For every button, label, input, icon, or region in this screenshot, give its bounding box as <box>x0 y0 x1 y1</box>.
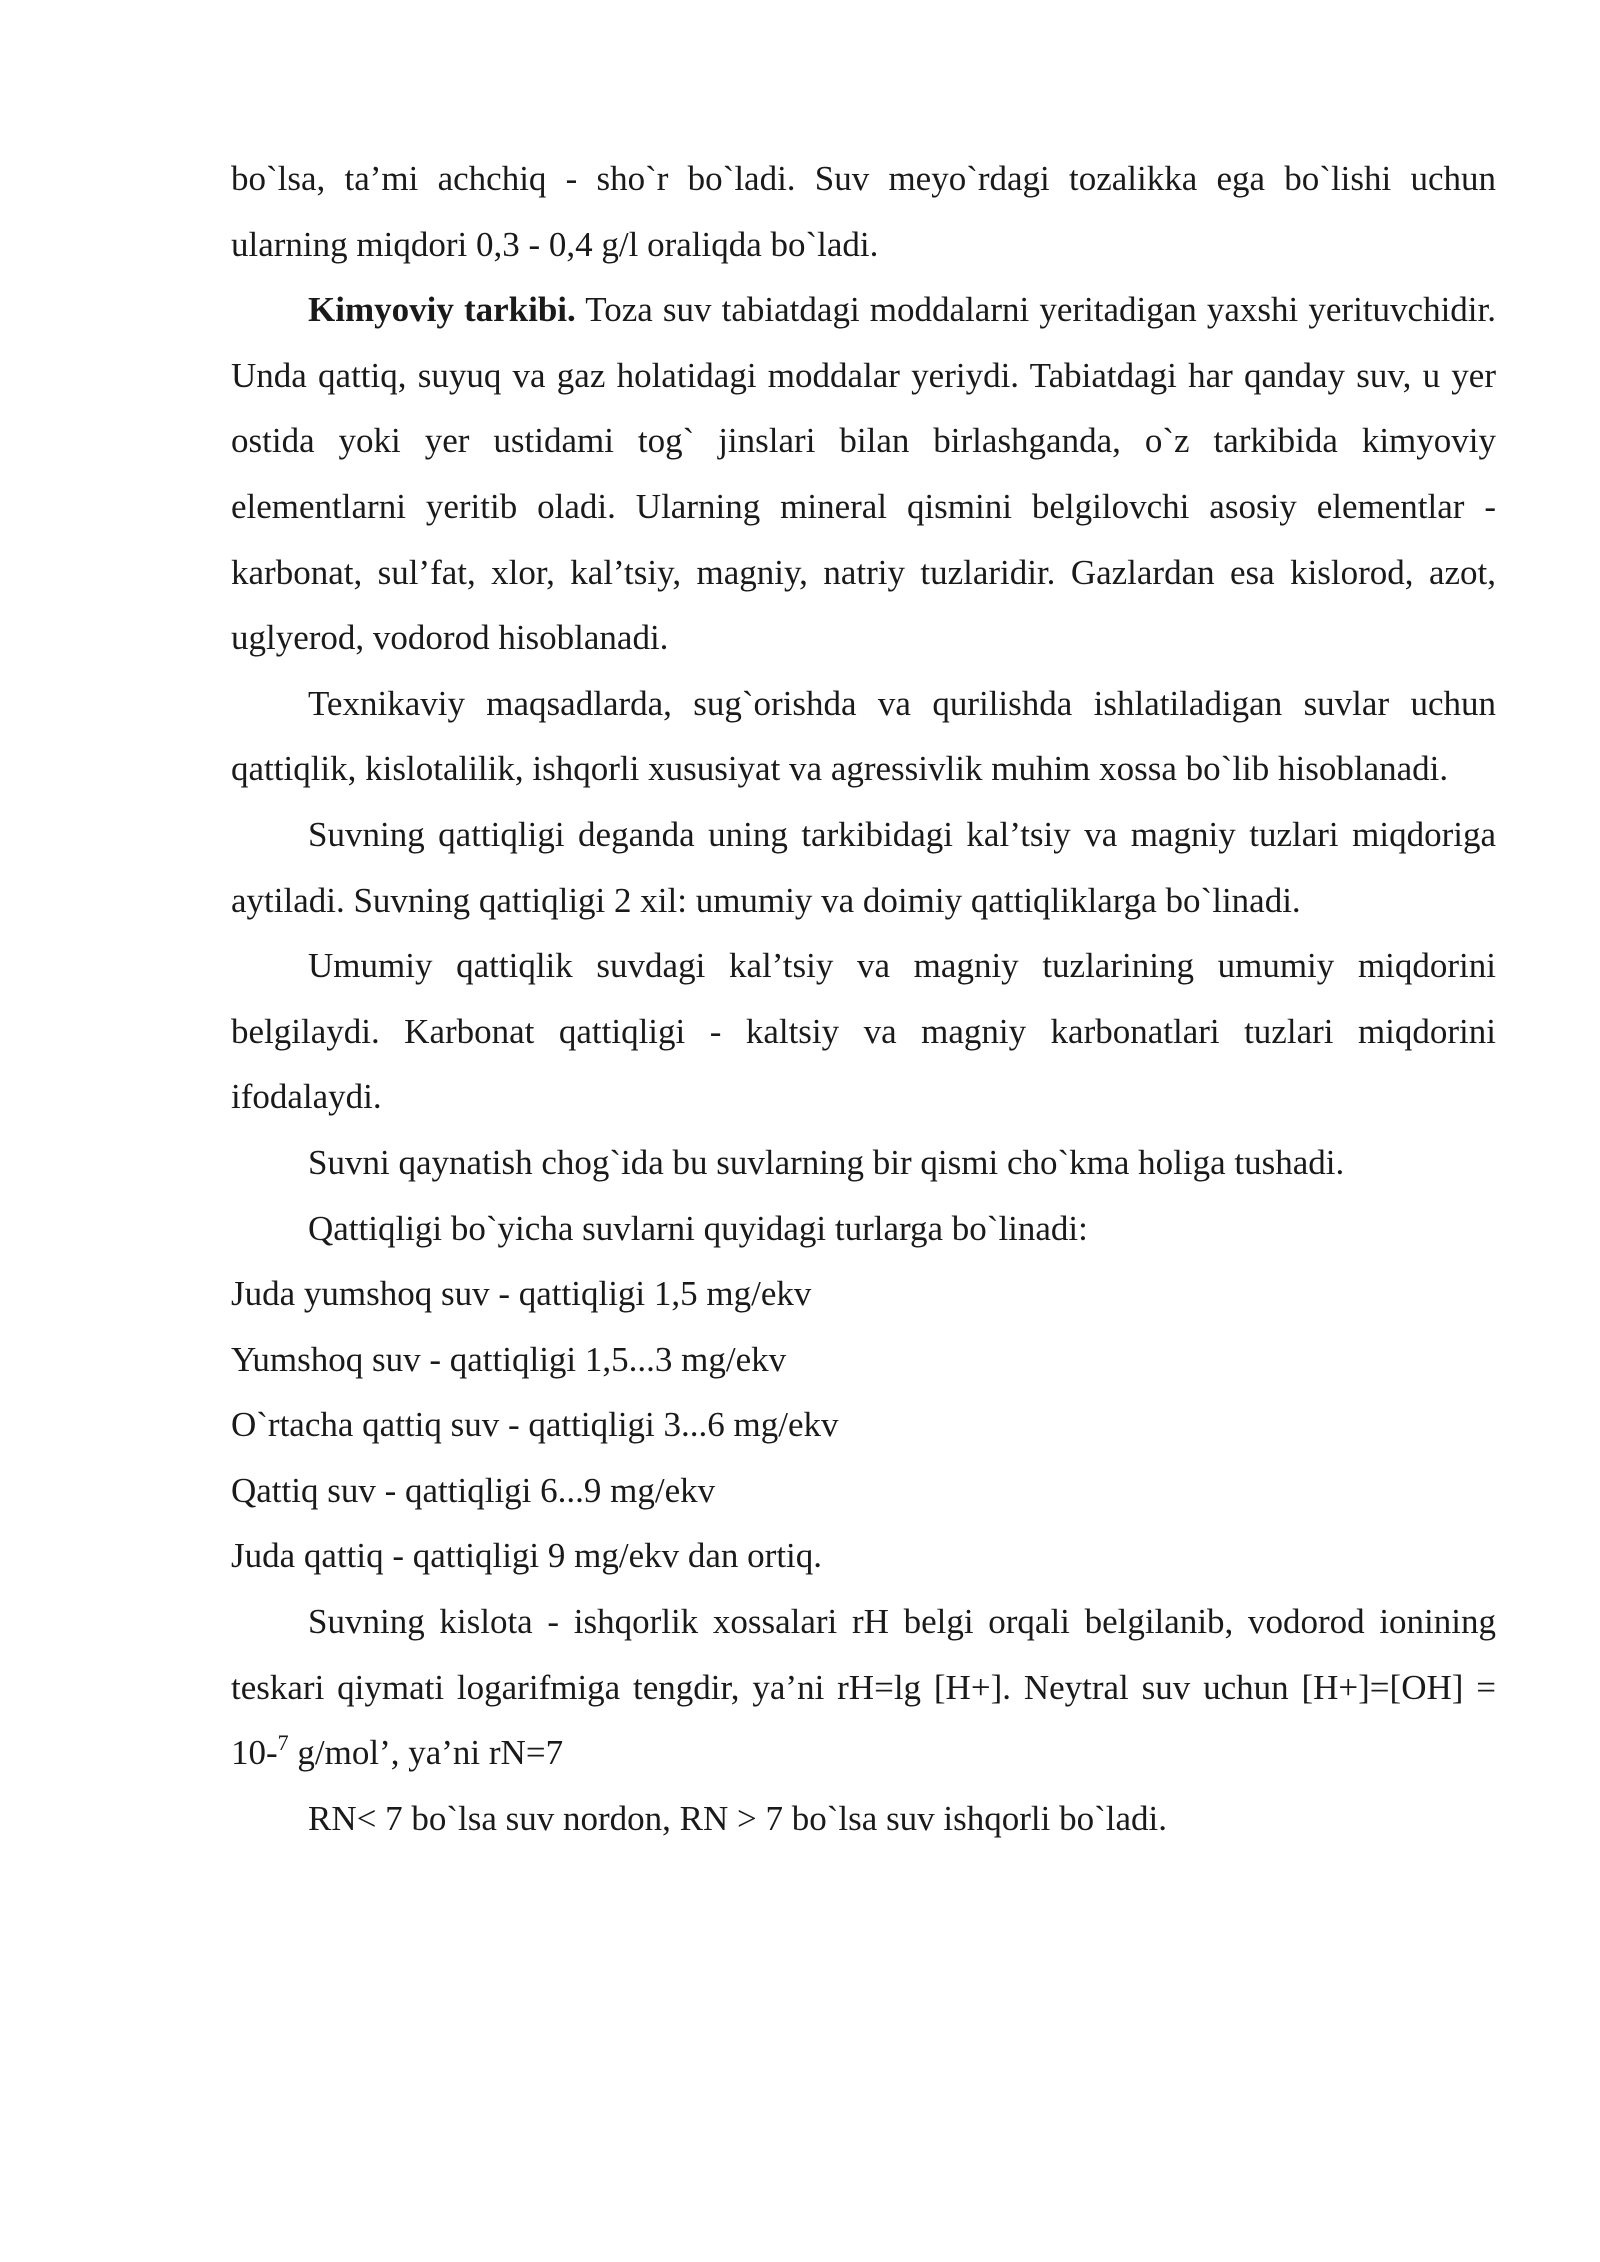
paragraph-hardness-types-intro: Qattiqligi bo`yicha suvlarni quyidagi turlarga bo`linadi: <box>308 1208 1088 1248</box>
document-page <box>231 146 1496 1851</box>
paragraph-body: Toza suv tabiatdagi moddalarni yeritadigan yaxshi yerituvchidir. Unda qattiq, suyuq va gaz holatidagi moddalar yeriydi. Tabiatdagi har qanday suv, u yer ostida yoki yer ustidami tog` jinslari bilan birlashganda, o`z tarkibida kimyoviy elementlarni yeritib oladi. Ularning mineral qismini belgilovchi asosiy elementlar - karbonat, sul’fat, xlor, kal’tsiy, magniy, natriy tuzlaridir. Gazlardan esa kislorod, azot, uglyerod, vodorod hisoblanadi. <box>231 290 1496 658</box>
paragraph-chemical-composition <box>231 277 1496 671</box>
list-item: Juda qattiq - qattiqligi 9 mg/ekv dan ortiq. <box>231 1536 823 1576</box>
list-item: Qattiq suv - qattiqligi 6...9 mg/ekv <box>231 1470 716 1510</box>
paragraph-technical-purposes: Texnikaviy maqsadlarda, sug`orishda va qurilishda ishlatiladigan suvlar uchun qattiqlik, kislotalilik, ishqorli xususiyat va agressivlik muhim xossa bo`lib hisoblanadi. <box>231 683 1496 789</box>
paragraph-total-hardness: Umumiy qattiqlik suvdagi kal’tsiy va magniy tuzlarining umumiy miqdorini belgilaydi. Karbonat qattiqligi - kaltsiy va magniy karbonatlari tuzlari miqdorini ifodalaydi. <box>231 946 1496 1117</box>
exponent: 7 <box>277 1729 289 1755</box>
acidity-text-end: g/mol’, ya’ni rN=7 <box>288 1733 564 1773</box>
paragraph-ph-conclusion: RN< 7 bo`lsa suv nordon, RN > 7 bo`lsa suv ishqorli bo`ladi. <box>308 1798 1168 1838</box>
paragraph-acidity <box>231 1589 1496 1786</box>
list-item: Juda yumshoq suv - qattiqligi 1,5 mg/ekv <box>231 1274 812 1314</box>
acidity-text: Suvning kislota - ishqorlik xossalari rH belgi orqali belgilanib, vodorod ionining teskari qiymati logarifmiga tengdir, ya’ni rH=lg [H+]. Neytral suv uchun [H+]=[OH] = 10- <box>231 1602 1496 1773</box>
paragraph-continuation: bo`lsa, ta’mi achchiq - sho`r bo`ladi. Suv meyo`rdagi tozalikka ega bo`lishi uchun ularning miqdori 0,3 - 0,4 g/l oraliqda bo`ladi. <box>231 159 1496 264</box>
paragraph-boiling: Suvni qaynatish chog`ida bu suvlarning bir qismi cho`kma holiga tushadi. <box>308 1142 1345 1182</box>
paragraph-hardness-definition: Suvning qattiqligi deganda uning tarkibidagi kal’tsiy va magniy tuzlari miqdoriga aytiladi. Suvning qattiqligi 2 xil: umumiy va doimiy qattiqliklarga bo`linadi. <box>231 814 1496 920</box>
section-heading: Kimyoviy tarkibi. <box>308 290 576 330</box>
list-item: Yumshoq suv - qattiqligi 1,5...3 mg/ekv <box>231 1339 787 1379</box>
list-item: O`rtacha qattiq suv - qattiqligi 3...6 mg/ekv <box>231 1405 839 1445</box>
